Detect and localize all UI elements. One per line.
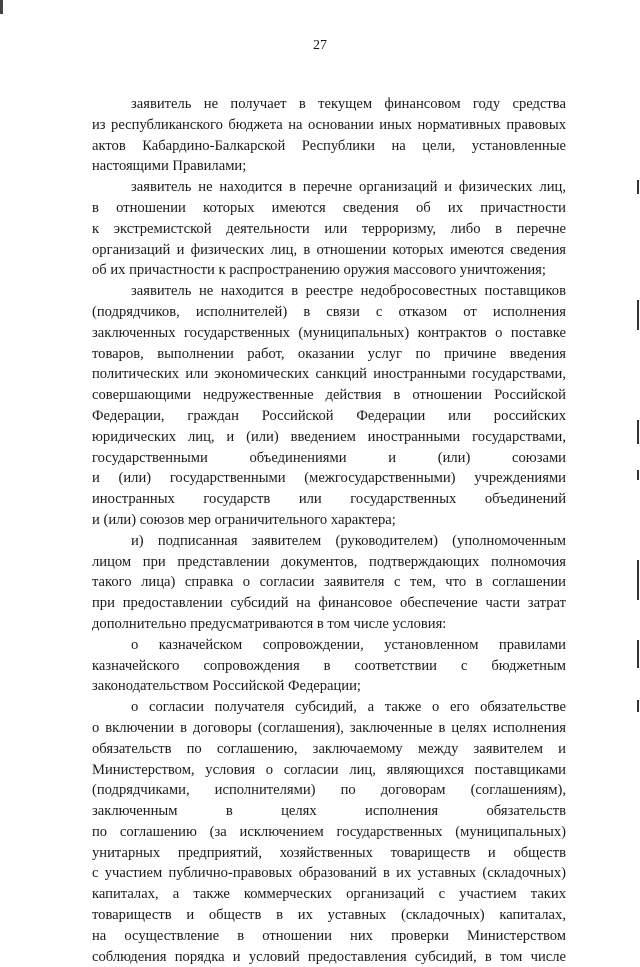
text-line: настоящими Правилами; bbox=[92, 158, 247, 175]
text-line: политических или экономических санкций иностранными государствами, bbox=[92, 366, 566, 383]
text-line: соблюдения порядка и условий предоставления субсидий, в том числе bbox=[92, 948, 566, 965]
text-line: (подрядчиками, исполнителями) по договорам (соглашениям), bbox=[92, 782, 566, 799]
page-number: 27 bbox=[313, 38, 327, 53]
text-line: с участием публично-правовых образований в их уставных (складочных) bbox=[92, 865, 566, 882]
text-line: об их причастности к распространению оружия массового уничтожения; bbox=[92, 262, 546, 279]
text-line: дополнительно предусматриваются в том числе условия: bbox=[92, 615, 447, 632]
text-line: товариществ и обществ в их уставных (складочных) капиталах, bbox=[92, 907, 566, 924]
text-line: товаров, выполнении работ, оказании услуг по причине введения bbox=[92, 345, 566, 362]
text-line: о включении в договоры (соглашения), заключенные в целях исполнения bbox=[92, 719, 566, 736]
text-line: из республиканского бюджета на основании иных нормативных правовых bbox=[92, 116, 566, 133]
text-line: государственными объединениями и (или) союзами bbox=[92, 449, 566, 466]
text-line: по соглашению (за исключением государственных (муниципальных) bbox=[92, 823, 566, 840]
text-line: актов Кабардино-Балкарской Республики на цели, установленные bbox=[92, 137, 566, 154]
text-line: о согласии получателя субсидий, а также о его обязательстве bbox=[131, 699, 566, 716]
text-line: заключенным в целях исполнения обязательств bbox=[92, 803, 566, 820]
text-line: такого лица) справка о согласии заявителя с тем, что в соглашении bbox=[92, 574, 566, 591]
text-line: иностранных государств или государственных объединений bbox=[92, 491, 566, 508]
text-line: организаций и физических лиц, в отношении которых имеются сведения bbox=[92, 241, 566, 258]
text-line: заявитель не находится в перечне организаций и физических лиц, bbox=[131, 179, 566, 196]
text-line: и (или) государственными (межгосударственными) учреждениями bbox=[92, 470, 566, 487]
text-line: капиталах, а также коммерческих организаций с участием таких bbox=[92, 886, 566, 903]
text-line: обязательств по соглашению, заключаемому между заявителем и bbox=[92, 740, 566, 757]
text-line: унитарных предприятий, хозяйственных товариществ и обществ bbox=[92, 844, 566, 861]
text-line: и) подписанная заявителем (руководителем) (уполномоченным bbox=[131, 532, 566, 549]
text-line: заявитель не получает в текущем финансовом году средства bbox=[131, 96, 566, 112]
text-line: в отношении которых имеются сведения об их причастности bbox=[92, 199, 566, 216]
text-line: законодательством Российской Федерации; bbox=[92, 678, 361, 695]
text-line: лицом при представлении документов, подтверждающих полномочия bbox=[92, 553, 566, 570]
text-line: Министерством, условия о согласии лиц, являющихся поставщиками bbox=[92, 761, 566, 778]
text-line: (подрядчиков, исполнителей) в связи с отказом от исполнения bbox=[92, 303, 566, 320]
text-line: юридических лиц, и (или) введением иностранными государствами, bbox=[92, 428, 566, 445]
text-line: заявитель не находится в реестре недобросовестных поставщиков bbox=[131, 283, 566, 300]
text-line: на осуществление в отношении них проверки Министерством bbox=[92, 927, 566, 944]
text-line: о казначейском сопровождении, установленном правилами bbox=[131, 636, 566, 653]
document-body bbox=[92, 94, 566, 967]
text-line: и (или) союзов мер ограничительного характера; bbox=[92, 511, 396, 528]
text-line: совершающими недружественные действия в отношении Российской bbox=[92, 387, 566, 404]
scan-edge-marks bbox=[634, 0, 640, 905]
text-line: к экстремистской деятельности или терроризму, либо в перечне bbox=[92, 220, 566, 237]
text-line: казначейского сопровождения в соответствии с бюджетным bbox=[92, 657, 566, 674]
scan-corner-mark bbox=[0, 0, 3, 14]
text-line: заключенных государственных (муниципальных) контрактов о поставке bbox=[92, 324, 566, 341]
text-line: Федерации, граждан Российской Федерации или российских bbox=[92, 407, 566, 424]
text-line: при предоставлении субсидий на финансовое обеспечение части затрат bbox=[92, 595, 566, 612]
